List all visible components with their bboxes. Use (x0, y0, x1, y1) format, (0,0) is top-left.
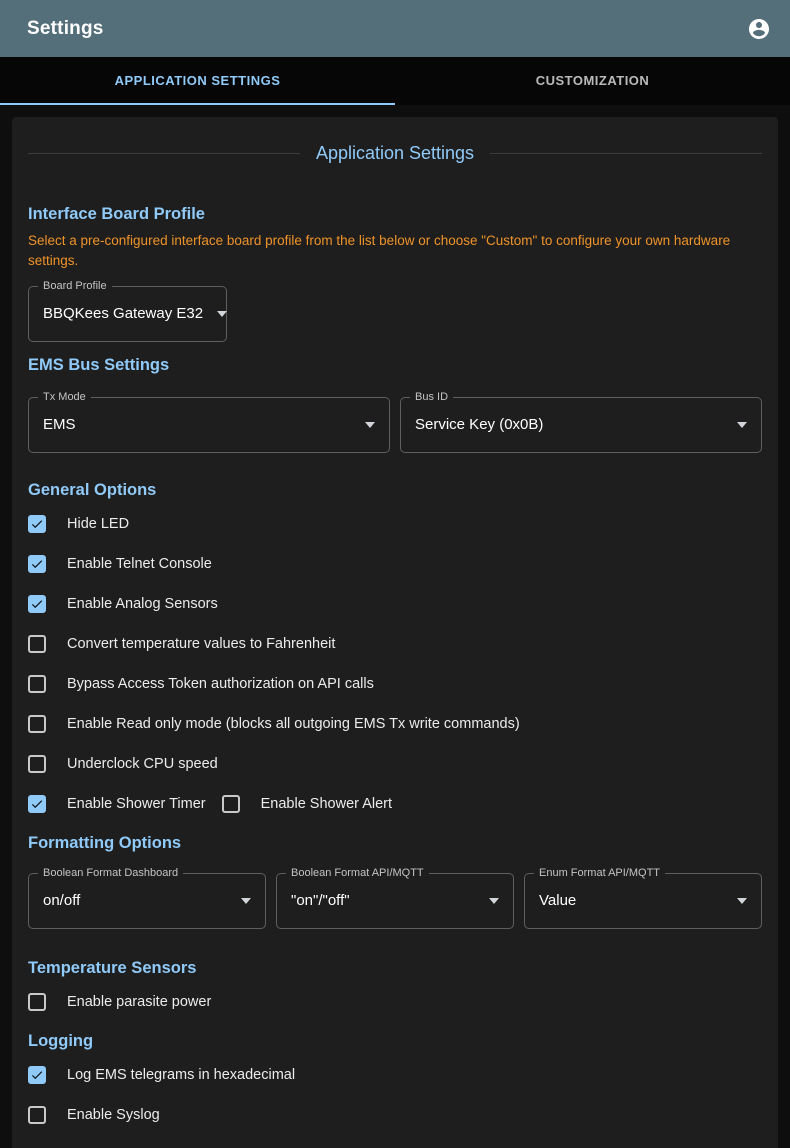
checkbox-log-ems-telegrams-hex[interactable] (28, 1066, 295, 1084)
checkbox-box[interactable] (28, 993, 46, 1011)
checkbox-row (28, 1103, 762, 1127)
section-title-interface-board-profile: Interface Board Profile (28, 205, 205, 223)
page-title: Settings (27, 17, 104, 39)
tab-application-settings[interactable]: APPLICATION SETTINGS (0, 57, 395, 105)
checkbox-row (28, 672, 762, 696)
checkbox-row (28, 552, 762, 576)
checkbox-row (28, 752, 762, 776)
tab-customization[interactable]: CUSTOMIZATION (535, 72, 650, 88)
section-title-formatting-options: Formatting Options (28, 833, 182, 852)
checkbox-row-shower (28, 792, 762, 816)
tx-mode-select-label: Tx Mode (38, 390, 91, 405)
checkbox-convert-fahrenheit[interactable] (28, 635, 335, 653)
checkbox-label: Hide LED (67, 515, 130, 532)
checkbox-label: Enable parasite power (67, 993, 212, 1010)
card-heading-label: Application Settings (315, 142, 475, 163)
section-title-temperature-sensors: Temperature Sensors (28, 958, 197, 977)
checkbox-enable-shower-alert[interactable] (222, 795, 392, 813)
section-ems-bus-settings (28, 354, 762, 453)
enum-format-api-select[interactable] (524, 866, 762, 929)
checkbox-label: Enable Read only mode (blocks all outgoing EMS Tx write commands) (67, 715, 520, 732)
checkbox-enable-analog-sensors[interactable] (28, 595, 218, 613)
checkbox-box[interactable] (28, 555, 46, 573)
checkbox-label: Log EMS telegrams in hexadecimal (67, 1066, 296, 1083)
checkbox-bypass-access-token[interactable] (28, 675, 374, 693)
tab-bar (0, 57, 790, 105)
checkbox-row (28, 990, 762, 1014)
tx-mode-select-value: EMS (43, 416, 76, 433)
section-logging (28, 1030, 762, 1127)
checkbox-label: Enable Shower Alert (260, 795, 393, 812)
section-title-general-options: General Options (28, 480, 157, 499)
checkbox-row (28, 592, 762, 616)
checkbox-row (28, 1063, 762, 1087)
bus-id-select[interactable] (400, 390, 762, 453)
checkbox-label: Convert temperature values to Fahrenheit (67, 635, 336, 652)
checkbox-label: Enable Syslog (67, 1106, 160, 1123)
section-general-options (28, 479, 762, 816)
boolean-format-api-label: Boolean Format API/MQTT (286, 866, 429, 881)
boolean-format-dashboard-value: on/off (43, 892, 81, 909)
enum-format-api-label: Enum Format API/MQTT (534, 866, 665, 881)
app-bar (0, 0, 790, 57)
board-profile-select[interactable] (28, 279, 227, 342)
dropdown-arrow-icon (489, 898, 499, 904)
checkbox-row (28, 512, 762, 536)
checkbox-box[interactable] (28, 675, 46, 693)
section-formatting-options (28, 832, 762, 929)
dropdown-arrow-icon (737, 422, 747, 428)
settings-card (12, 117, 778, 1148)
checkbox-enable-parasite-power[interactable] (28, 993, 211, 1011)
checkbox-enable-shower-timer[interactable] (28, 795, 206, 813)
checkbox-box[interactable] (28, 515, 46, 533)
checkbox-label: Enable Telnet Console (67, 555, 212, 572)
dropdown-arrow-icon (737, 898, 747, 904)
dropdown-arrow-icon (365, 422, 375, 428)
boolean-format-dashboard-label: Boolean Format Dashboard (38, 866, 183, 881)
section-title-ems-bus-settings: EMS Bus Settings (28, 355, 170, 374)
boolean-format-api-value: "on"/"off" (291, 892, 350, 909)
checkbox-box[interactable] (28, 715, 46, 733)
card-heading (28, 141, 762, 165)
ems-bus-select-row (28, 390, 762, 453)
checkbox-label: Enable Analog Sensors (67, 595, 218, 612)
heading-divider-right (490, 153, 762, 154)
dropdown-arrow-icon (217, 311, 227, 317)
checkbox-label: Enable Shower Timer (67, 795, 206, 812)
checkbox-hide-led[interactable] (28, 515, 129, 533)
board-profile-select-label: Board Profile (38, 279, 112, 294)
checkbox-read-only-mode[interactable] (28, 715, 520, 733)
tx-mode-select[interactable] (28, 390, 390, 453)
heading-divider-left (28, 153, 300, 154)
checkbox-row (28, 712, 762, 736)
formatting-select-row (28, 866, 762, 929)
board-profile-warning-text: Select a pre-configured interface board profile from the list below or choose "Custom" to configure your own hardware settings. (28, 233, 731, 269)
boolean-format-dashboard-select[interactable] (28, 866, 266, 929)
section-interface-board-profile (28, 203, 762, 342)
enum-format-api-value: Value (539, 892, 577, 909)
checkbox-enable-syslog[interactable] (28, 1106, 160, 1124)
checkbox-label: Underclock CPU speed (67, 755, 218, 772)
checkbox-box[interactable] (28, 795, 46, 813)
checkbox-row (28, 632, 762, 656)
checkbox-box[interactable] (28, 1106, 46, 1124)
dropdown-arrow-icon (241, 898, 251, 904)
checkbox-box[interactable] (28, 595, 46, 613)
checkbox-label: Bypass Access Token authorization on API calls (67, 675, 374, 692)
checkbox-box[interactable] (28, 1066, 46, 1084)
checkbox-box[interactable] (28, 755, 46, 773)
boolean-format-api-select[interactable] (276, 866, 514, 929)
bus-id-select-label: Bus ID (410, 390, 453, 405)
account-circle-icon[interactable] (747, 17, 771, 41)
section-temperature-sensors (28, 957, 762, 1014)
bus-id-select-value: Service Key (0x0B) (415, 416, 544, 433)
checkbox-box[interactable] (28, 635, 46, 653)
checkbox-box[interactable] (222, 795, 240, 813)
board-profile-select-value: BBQKees Gateway E32 (43, 305, 204, 322)
checkbox-enable-telnet-console[interactable] (28, 555, 212, 573)
section-title-logging: Logging (28, 1031, 94, 1050)
checkbox-underclock-cpu[interactable] (28, 755, 218, 773)
